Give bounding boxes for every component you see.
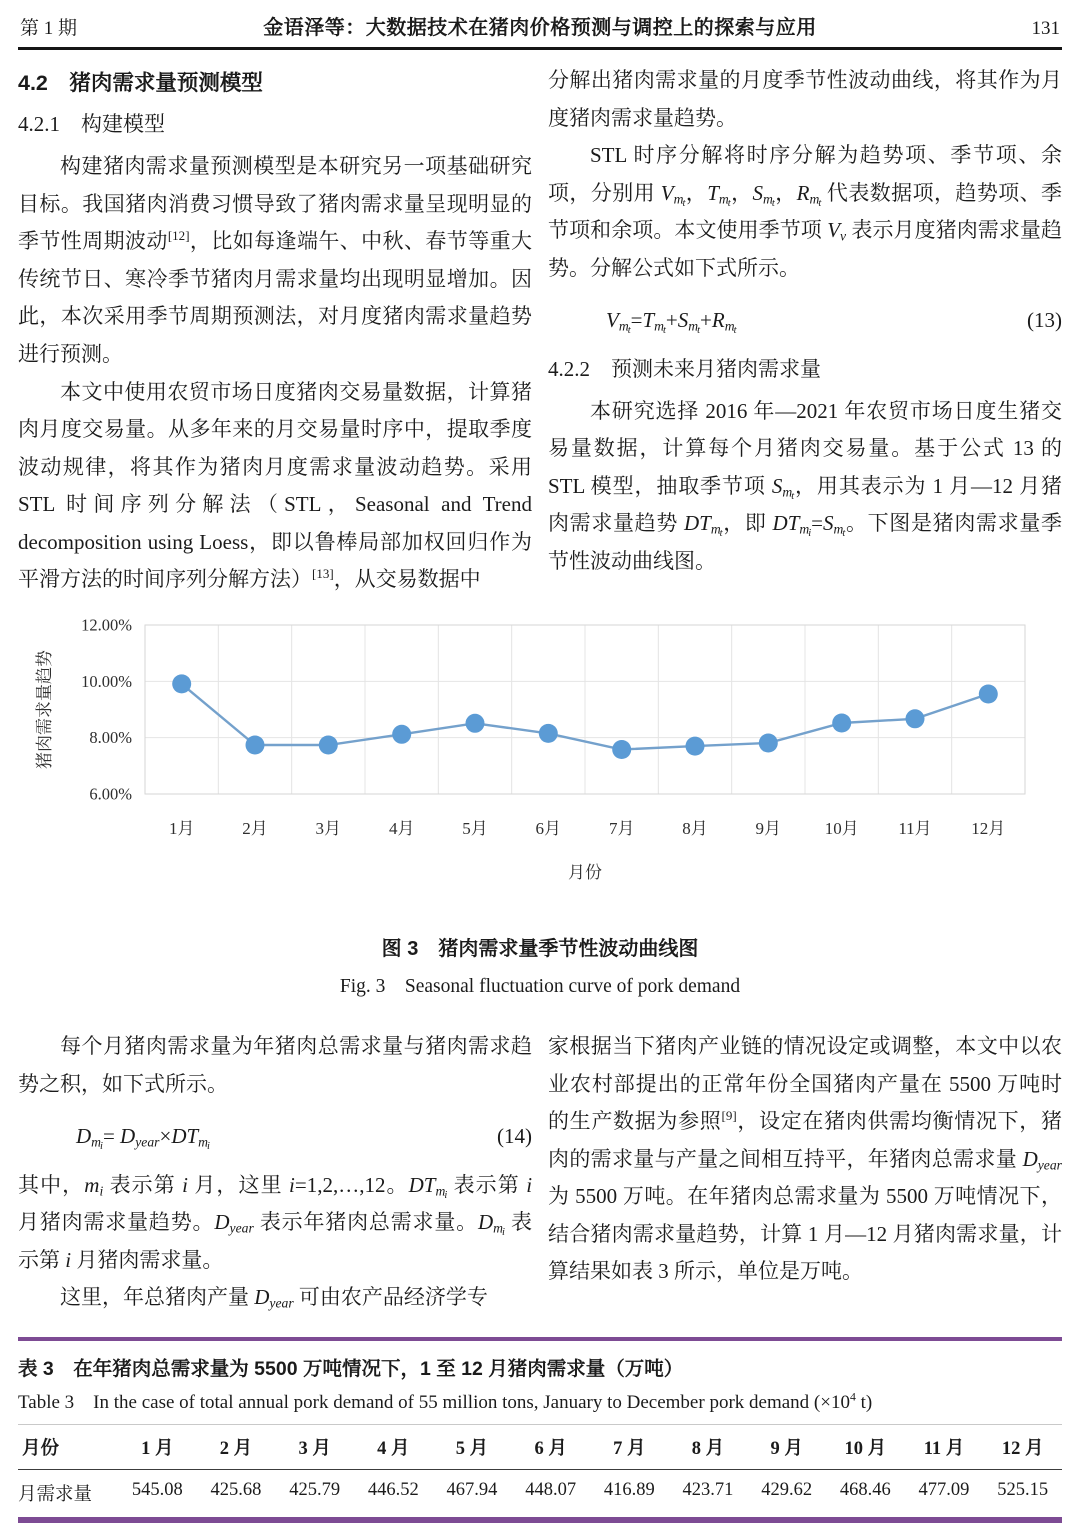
subsection-heading-4-2-1: 4.2.1 构建模型 <box>18 112 165 137</box>
table-data-cell: 416.89 <box>603 1480 655 1501</box>
svg-text:3月: 3月 <box>315 819 342 838</box>
table-header-cell: 10 月 <box>844 1439 887 1460</box>
svg-text:月份: 月份 <box>568 863 602 882</box>
table-data-cell: 425.68 <box>210 1480 262 1501</box>
equation-14-number: (14) <box>497 1124 532 1149</box>
figure-caption-zh: 图 3 猪肉需求量季节性波动曲线图 <box>381 938 699 960</box>
svg-text:1月: 1月 <box>168 819 195 838</box>
right-column-bottom <box>548 1028 1062 1317</box>
equation-13-body: $V_{mt}=T_{mt}+S_{mt}+R_{mt}$ <box>606 308 737 337</box>
lower-columns <box>18 1028 1062 1317</box>
table-header-cell: 3 月 <box>298 1439 331 1460</box>
figure-caption-en: Fig. 3 Seasonal fluctuation curve of pork demand <box>339 976 741 997</box>
paragraph: 其中，$m_i$ 表示第 i 月，这里 i=1,2,…,12。$DT_{mi}$ 表示第 i 月猪肉需求量趋势。$D_{year}$ 表示年猪肉总需求量。$D_{mi}$ 表示第 i 月猪肉需求量。 <box>18 1172 533 1272</box>
svg-text:8.00%: 8.00% <box>89 728 132 748</box>
table-header-cell: 9 月 <box>770 1439 803 1460</box>
table-top-rule <box>18 1337 1062 1341</box>
paragraph: 构建猪肉需求量预测模型是本研究另一项基础研究目标。我国猪肉消费习惯导致了猪肉需求量呈现明显的季节性周期波动[12]，比如每逢端午、中秋、春节等重大传统节日、寒冷季节猪肉月需求量均出现明显增加。因此，本次采用季节周期预测法，对月度猪肉需求量趋势进行预测。 <box>18 154 533 366</box>
table-header-cell: 1 月 <box>141 1439 174 1460</box>
svg-text:10月: 10月 <box>824 819 859 838</box>
table-data-cell: 545.08 <box>131 1480 183 1501</box>
paragraph: 分解出猪肉需求量的月度季节性波动曲线，将其作为月度猪肉需求量趋势。 <box>548 68 1062 130</box>
paragraph: 本文中使用农贸市场日度猪肉交易量数据，计算猪肉月度交易量。从多年来的月交易量时序中，提取季度波动规律，将其作为猪肉月度需求量波动趋势。采用 STL 时间序列分解法（STL，Seasonal and Trend decomposition using Loess，即以鲁棒局部加权回归作为平滑方法的时间序列分解方法）[13]，从交易数据中 <box>18 379 532 592</box>
svg-text:4月: 4月 <box>388 819 415 838</box>
table-header-cell: 8 月 <box>691 1439 725 1460</box>
svg-text:12.00%: 12.00% <box>81 615 132 635</box>
svg-text:6.00%: 6.00% <box>89 784 132 804</box>
table-header-cell: 5 月 <box>455 1439 489 1460</box>
table-header-row <box>18 1424 1062 1470</box>
issue-label: 第 1 期 <box>20 18 78 39</box>
paragraph: 本研究选择 2016 年—2021 年农贸市场日度生猪交易量数据，计算每个月猪肉交易量。基于公式 13 的 STL 模型，抽取季节项 $S_{mt}$，用其表示为 1 月—12 月猪肉需求量趋势 $DT_{mt}$，即 $DT_{mi}=S_{mt}$。下图是猪肉需求量季节性波动曲线图。 <box>548 398 1063 573</box>
svg-text:2月: 2月 <box>242 819 268 838</box>
header-rule <box>18 47 1062 50</box>
subsection-heading-4-2-2: 4.2.2 预测未来月猪肉需求量 <box>548 357 821 382</box>
table-header-cell: 月份 <box>22 1439 60 1460</box>
running-head-title: 金语泽等：大数据技术在猪肉价格预测与调控上的探索与应用 <box>263 17 817 39</box>
table-bottom-rule <box>18 1517 1062 1523</box>
table-data-cell: 448.07 <box>525 1480 577 1501</box>
paragraph: 这里，年总猪肉产量 $D_{year}$ 可由农产品经济学专 <box>60 1285 488 1311</box>
left-column-bottom <box>18 1028 532 1317</box>
svg-text:5月: 5月 <box>462 819 488 838</box>
table-header-cell: 6 月 <box>534 1439 567 1460</box>
table-header-cell: 2 月 <box>219 1439 253 1460</box>
page-number: 131 <box>1031 18 1060 39</box>
svg-text:12月: 12月 <box>971 819 1006 838</box>
paragraph: 家根据当下猪肉产业链的情况设定或调整，本文中以农业农村部提出的正常年份全国猪肉产量在 5500 万吨时的生产数据为参照[9]，设定在猪肉供需均衡情况下，猪肉的需求量与产量之间相互持平，年猪肉总需求量 $D_{year}$ 为 5500 万吨。在年猪肉总需求量为 5500 万吨情况下，结合猪肉需求量趋势，计算 1 月—12 月猪肉需求量，计算结果如表 3 所示，单位是万吨。 <box>548 1034 1062 1284</box>
equation-13-number: (13) <box>1027 308 1062 333</box>
svg-text:10.00%: 10.00% <box>81 671 132 691</box>
table-header-cell: 12 月 <box>1001 1439 1044 1460</box>
equation-14-body: $D_{mi}= D_{year}\times DT_{mi}$ <box>76 1124 210 1152</box>
table-data-cell: 425.79 <box>289 1480 341 1501</box>
table-3-block <box>18 1337 1062 1523</box>
seasonal-fluctuation-line-chart <box>18 607 1062 892</box>
paragraph: 每个月猪肉需求量为年猪肉总需求量与猪肉需求趋势之积，如下式所示。 <box>18 1034 532 1096</box>
section-heading-4-2: 4.2 猪肉需求量预测模型 <box>18 71 263 95</box>
table-data-cell: 468.46 <box>839 1480 891 1501</box>
equation-14 <box>18 1118 532 1156</box>
svg-text:6月: 6月 <box>535 819 562 838</box>
table-data-cell: 月需求量 <box>18 1485 93 1506</box>
svg-text:9月: 9月 <box>755 819 782 838</box>
table-header-cell: 11 月 <box>923 1439 965 1460</box>
table-data-cell: 423.71 <box>682 1480 734 1501</box>
table-data-cell: 429.62 <box>761 1480 813 1501</box>
paragraph: STL 时序分解将时序分解为趋势项、季节项、余项，分别用 $V_{mt}$，$T_{mt}$，$S_{mt}$，$R_{mt}$ 代表数据项，趋势项、季节项和余项。本文使用季节项 $V_v$ 表示月度猪肉需求量趋势。分解公式如下式所示。 <box>548 143 1063 280</box>
running-head <box>18 0 1062 47</box>
table-caption-en: Table 3 In the case of total annual pork demand of 55 million tons, January to December pork demand (×10$^4$ t) <box>18 1390 873 1414</box>
table-data-cell: 446.52 <box>367 1480 419 1501</box>
table-data-cell: 525.15 <box>997 1480 1049 1501</box>
table-header-cell: 4 月 <box>377 1439 410 1460</box>
table-data-row <box>18 1470 1062 1517</box>
upper-columns <box>18 62 1062 599</box>
svg-text:猪肉需求量趋势: 猪肉需求量趋势 <box>35 650 54 769</box>
equation-13 <box>548 302 1062 340</box>
svg-text:11月: 11月 <box>898 819 932 838</box>
left-column-top <box>18 62 532 599</box>
table-caption-zh: 表 3 在年猪肉总需求量为 5500 万吨情况下，1 至 12 月猪肉需求量（万吨） <box>18 1358 684 1381</box>
svg-text:7月: 7月 <box>608 819 635 838</box>
table-data-cell: 477.09 <box>918 1480 970 1501</box>
figure-3 <box>18 607 1062 892</box>
svg-text:8月: 8月 <box>682 819 708 838</box>
right-column-top <box>548 62 1062 599</box>
table-header-cell: 7 月 <box>613 1439 646 1460</box>
table-data-cell: 467.94 <box>446 1480 498 1501</box>
